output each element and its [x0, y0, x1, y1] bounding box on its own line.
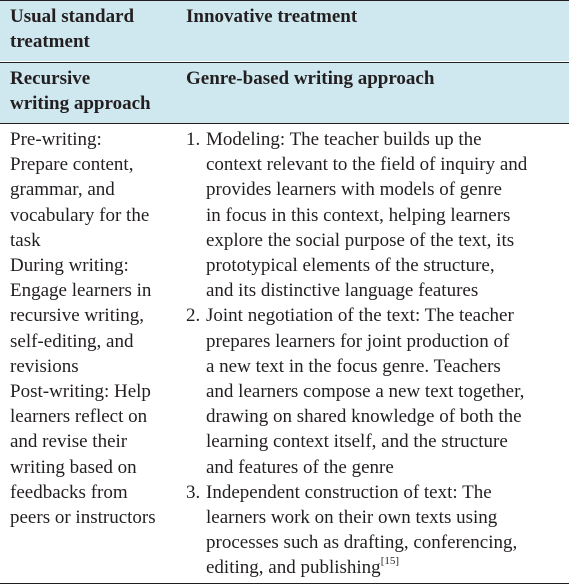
step-line: feedbacks from [10, 481, 128, 503]
list-item [186, 127, 564, 303]
item-line: a new text in the focus genre. Teachers [206, 355, 501, 377]
step-line: Post-writing: Help [10, 381, 151, 403]
usual-treatment-steps [10, 127, 178, 530]
step-line: self-editing, and [10, 330, 134, 352]
header-rule [0, 62, 569, 63]
item-number: 3. [186, 481, 201, 503]
step-line: learners reflect on [10, 406, 148, 428]
header-col1-line: treatment [10, 31, 90, 53]
header-innovative-treatment [186, 4, 564, 29]
item-line: learning context itself, and the structure [206, 431, 508, 453]
step-line: and revise their [10, 431, 128, 453]
item-number: 2. [186, 305, 201, 327]
header-col2-line: Innovative treatment [186, 6, 358, 27]
innovative-treatment-steps [186, 127, 564, 581]
item-line: explore the social purpose of the text, its [206, 229, 515, 251]
subheader-col1-line: Recursive [10, 68, 91, 89]
top-rule [0, 0, 569, 1]
item-line: learners work on their own texts using [206, 507, 498, 529]
subheader-rule [0, 123, 569, 124]
item-number: 1. [186, 129, 201, 150]
item-line: context relevant to the field of inquiry and [206, 154, 528, 176]
step-line: vocabulary for the [10, 204, 150, 226]
step-line: Pre-writing: [10, 129, 102, 150]
step-line: recursive writing, [10, 305, 145, 327]
item-line: provides learners with models of genre [206, 179, 502, 201]
subheader-genre-approach [186, 66, 564, 91]
item-line: processes such as drafting, conferencing, [206, 532, 518, 554]
step-line: task [10, 229, 41, 251]
list-item [186, 480, 564, 581]
header-col1-line: Usual standard [10, 6, 135, 27]
step-line: peers or instructors [10, 507, 156, 529]
header-usual-treatment [10, 4, 178, 54]
subheader-col1-line: writing approach [10, 93, 151, 115]
list-item [186, 303, 564, 479]
citation-reference: [15] [380, 555, 400, 568]
subheader-recursive-approach [10, 66, 178, 116]
item-line: editing, and publishing [206, 557, 381, 579]
step-line: During writing: [10, 255, 129, 277]
item-line: drawing on shared knowledge of both the [206, 406, 522, 428]
item-line: and features of the genre [206, 456, 394, 478]
item-line-with-citation [206, 555, 564, 580]
item-line: in focus in this context, helping learners [206, 204, 511, 226]
step-line: Engage learners in [10, 280, 152, 302]
step-line: Prepare content, [10, 154, 134, 176]
genre-steps-list [186, 127, 564, 581]
item-line: Modeling: The teacher builds up the [206, 129, 482, 150]
item-line: prepares learners for joint production of [206, 330, 510, 352]
item-line: prototypical elements of the structure, [206, 255, 495, 277]
step-line: writing based on [10, 456, 137, 478]
subheader-col2-line: Genre-based writing approach [186, 68, 435, 89]
item-line: and its distinctive language features [206, 280, 479, 302]
step-line: grammar, and [10, 179, 115, 201]
step-line: revisions [10, 355, 79, 377]
item-line: Independent construction of text: The [206, 481, 492, 503]
item-line: Joint negotiation of the text: The teacher [206, 305, 514, 327]
item-line: and learners compose a new text together, [206, 381, 525, 403]
